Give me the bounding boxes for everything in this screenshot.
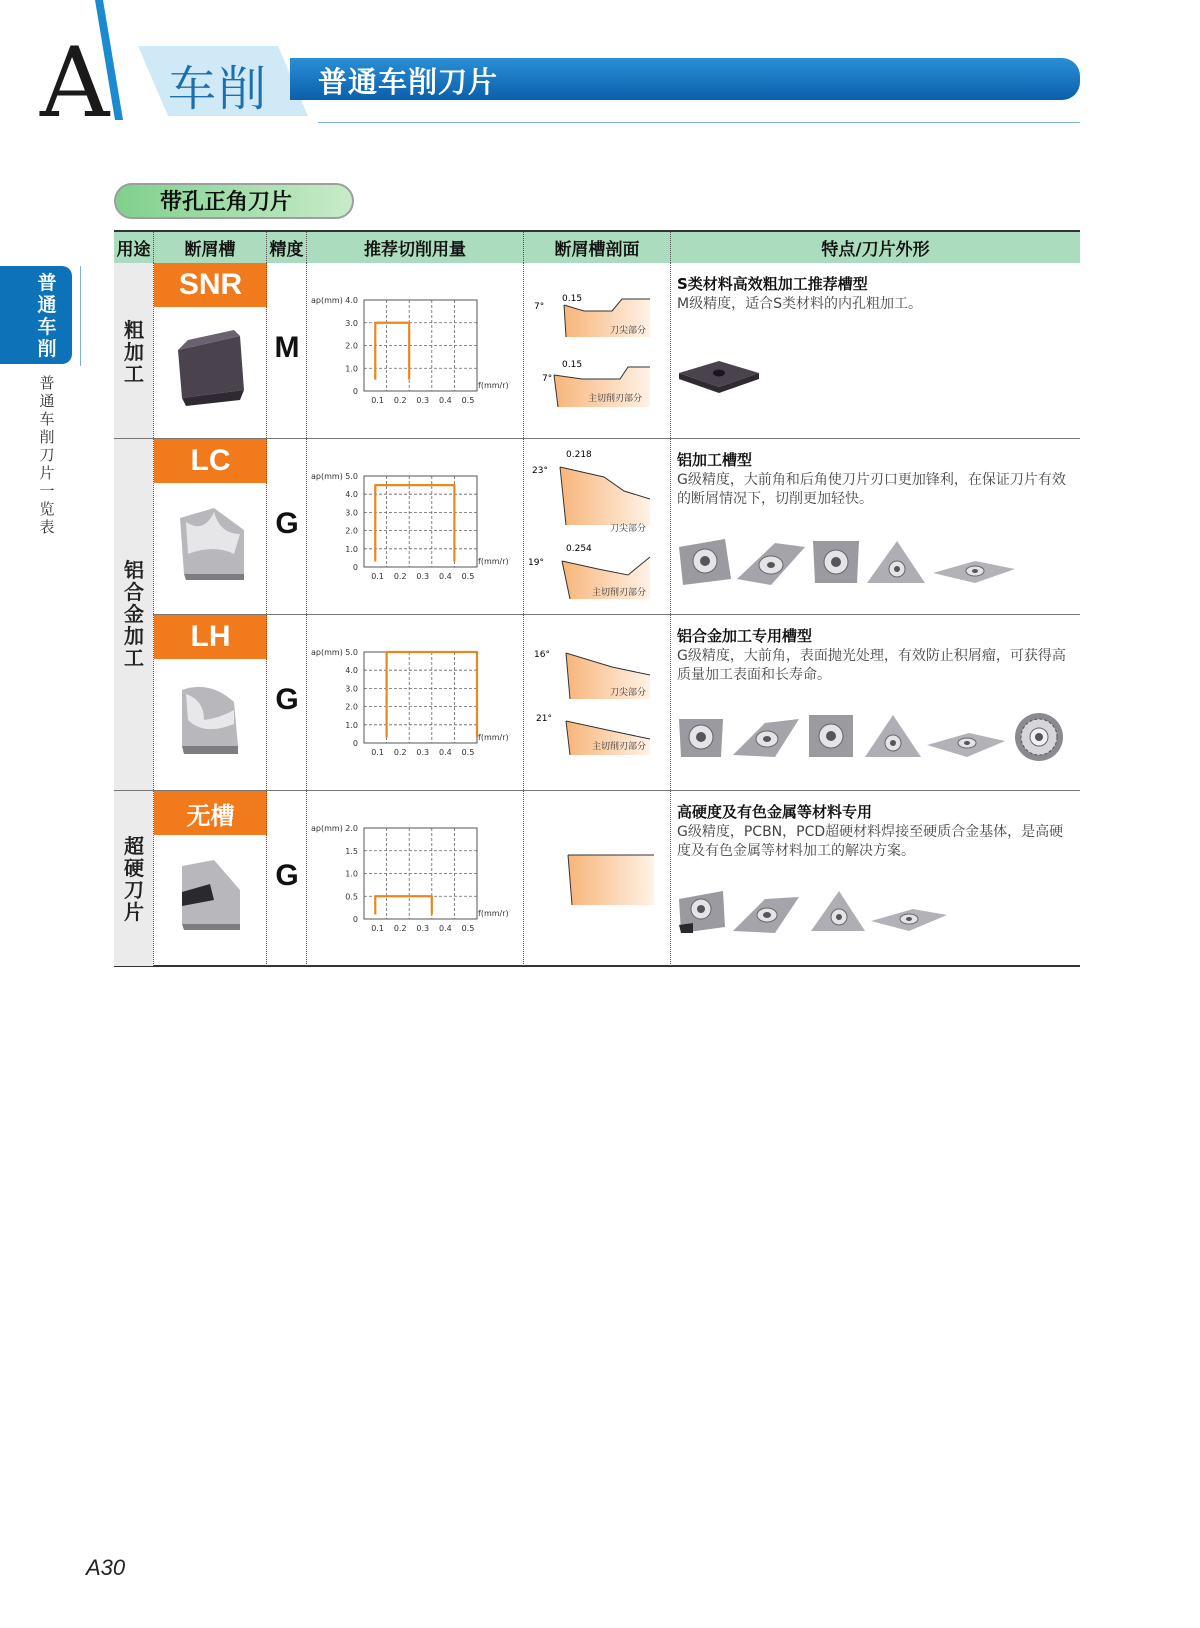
- insert-shape-triangle: [865, 715, 921, 757]
- x-tick-label: 0.2: [393, 924, 407, 933]
- chart-frame: [364, 652, 477, 743]
- insert-shape-square: [679, 539, 731, 585]
- tip-angle: 7°: [534, 302, 545, 312]
- y-axis-label: ap(mm): [311, 824, 343, 833]
- x-axis-label: f(mm/r): [478, 733, 509, 742]
- feature-title: 高硬度及有色金属等材料专用: [677, 803, 873, 821]
- main-land: 0.15: [562, 360, 583, 370]
- x-tick-label: 0.2: [393, 396, 407, 405]
- x-tick-label: 0.4: [439, 924, 452, 933]
- y-tick-label: 3.0: [345, 684, 358, 694]
- insert-shape-square: [679, 719, 723, 757]
- groove-label-none: 无槽: [154, 791, 267, 835]
- use-label-rough: 粗 加 工: [124, 318, 144, 386]
- main-label: 主切削刃部分: [592, 588, 647, 598]
- y-tick-label: 2.0: [345, 341, 358, 351]
- groove-label-lc: LC: [154, 439, 267, 483]
- insert-shape-square: [679, 891, 725, 933]
- col-header-features: 特点/刀片外形: [670, 232, 1080, 263]
- main-angle: 21°: [536, 714, 552, 724]
- y-tick-label: 3.0: [345, 318, 358, 328]
- cutting-chart-nogroove: [307, 791, 524, 966]
- page-number: A30: [86, 1555, 126, 1580]
- feature-desc: G级精度，大前角，表面抛光处理，有效防止积屑瘤，可获得高质量加工表面和长寿命。: [677, 648, 1066, 683]
- x-tick-label: 0.4: [439, 396, 452, 405]
- y-tick-label: 4.0: [345, 490, 358, 500]
- insert-shape-rhombic-35: [933, 561, 1015, 583]
- grade-g: G: [275, 507, 299, 540]
- chipbreaker-profile-snr: [524, 263, 671, 438]
- x-tick-label: 0.3: [416, 572, 430, 581]
- insert-shape-triangle: [867, 541, 925, 583]
- y-tick-label: 5.0: [345, 648, 358, 657]
- y-tick-label: 1.0: [345, 364, 358, 374]
- insert-shape-rhombic-80: [733, 719, 799, 757]
- insert-shape-square-2: [813, 541, 859, 583]
- insert-shape-rhombic-35: [871, 909, 947, 931]
- groove-label-snr: SNR: [154, 263, 267, 307]
- x-tick-label: 0.1: [371, 572, 384, 581]
- profile-cell: [523, 791, 670, 966]
- tip-label: 刀尖部分: [610, 326, 647, 336]
- insert-shape-square-2: [809, 715, 853, 757]
- table-row-nogroove: [114, 791, 1080, 967]
- insert-snr-image: [174, 328, 246, 408]
- insert-shape-rhombic-80: [733, 897, 799, 933]
- insert-shape-round: [1015, 713, 1063, 761]
- y-tick-label: 5.0: [345, 472, 358, 481]
- main-angle: 7°: [542, 374, 553, 384]
- col-header-groove: 断屑槽: [153, 232, 266, 263]
- chart-cell: [306, 615, 523, 790]
- insert-shape-rhombic-80: [737, 543, 805, 585]
- tip-label: 刀尖部分: [610, 688, 647, 698]
- groove-cell: [153, 791, 266, 966]
- profile-cell: [523, 615, 670, 790]
- x-tick-label: 0.3: [416, 396, 430, 405]
- insert-shapes-superhard: [675, 887, 975, 937]
- col-header-grade: 精度: [266, 232, 306, 263]
- x-axis-label: f(mm/r): [478, 909, 509, 918]
- side-rule: [80, 266, 81, 366]
- feature-desc: M级精度，适合S类材料的内孔粗加工。: [677, 296, 922, 312]
- x-tick-label: 0.1: [371, 396, 384, 405]
- use-cell: [114, 791, 153, 966]
- x-tick-label: 0.1: [371, 924, 384, 933]
- groove-cell: [153, 439, 266, 614]
- table-row-lh: [114, 615, 1080, 791]
- feature-title: S类材料高效粗加工推荐槽型: [677, 275, 868, 293]
- tip-angle: 23°: [532, 466, 548, 476]
- chart-cell: [306, 263, 523, 438]
- feature-cell: [670, 263, 1080, 438]
- main-label: 主切削刃部分: [592, 742, 647, 752]
- y-tick-label: 2.0: [345, 824, 358, 833]
- grade-g: G: [275, 683, 299, 716]
- header-rule: [318, 122, 1080, 123]
- header-bar-title: 普通车削刀片: [318, 65, 499, 99]
- grade-cell: [266, 263, 306, 438]
- cutting-chart-snr: [307, 263, 524, 438]
- grade-m: M: [274, 331, 300, 364]
- tip-land: 0.218: [566, 450, 592, 460]
- y-tick-label: 1.5: [345, 846, 358, 856]
- y-tick-label: 1.0: [345, 869, 358, 879]
- insert-shapes-lh: [675, 709, 1075, 765]
- y-tick-label: 3.0: [345, 508, 358, 518]
- cutting-range-outline: [375, 896, 432, 914]
- feature-desc: G级精度，大前角和后角使刀片刃口更加锋利，在保证刀片有效的断屑情况下，切削更加轻快。: [677, 472, 1066, 507]
- y-tick-label: 0.5: [345, 892, 358, 902]
- insert-shape-rhombic: [675, 357, 765, 397]
- cutting-range-outline: [375, 323, 409, 380]
- section-title: 带孔正角刀片: [160, 190, 293, 215]
- table-row-snr: [114, 263, 1080, 439]
- x-tick-label: 0.1: [371, 748, 384, 757]
- y-tick-label: 2.0: [345, 526, 358, 536]
- grade-cell: [266, 615, 306, 790]
- x-axis-label: f(mm/r): [478, 381, 509, 390]
- chart-cell: [306, 439, 523, 614]
- insert-shapes-lc: [675, 535, 1075, 591]
- grade-cell: [266, 791, 306, 966]
- chart-cell: [306, 791, 523, 966]
- side-subtitle: 普 通 车 削 刀 片 一 览 表: [39, 374, 55, 536]
- y-tick-label: 4.0: [345, 296, 358, 305]
- tip-label: 刀尖部分: [610, 524, 647, 534]
- y-axis-label: ap(mm): [311, 472, 343, 481]
- feature-cell: [670, 615, 1080, 790]
- insert-lc-image: [174, 504, 246, 584]
- x-tick-label: 0.2: [393, 748, 407, 757]
- tip-land: 0.15: [562, 294, 583, 304]
- y-tick-label: 0: [352, 739, 358, 748]
- x-tick-label: 0.3: [416, 924, 430, 933]
- feature-cell: [670, 439, 1080, 614]
- y-tick-label: 1.0: [345, 720, 358, 730]
- x-tick-label: 0.5: [461, 748, 475, 757]
- x-tick-label: 0.4: [439, 572, 452, 581]
- chapter-letter: A: [40, 27, 110, 139]
- y-axis-label: ap(mm): [311, 648, 343, 657]
- grade-g: G: [275, 859, 299, 892]
- main-angle: 19°: [528, 558, 544, 568]
- chipbreaker-profile-lh: [524, 615, 671, 790]
- insert-shape-rhombic-35: [927, 733, 1005, 757]
- cutting-chart-lc: [307, 439, 524, 614]
- y-tick-label: 1.0: [345, 544, 358, 554]
- y-tick-label: 0: [352, 387, 358, 396]
- use-cell: [114, 263, 153, 438]
- side-tab-label: 普 通 车 削: [37, 272, 57, 360]
- use-label-aluminum: 铝 合 金 加 工: [124, 558, 144, 670]
- chapter-title: 车削: [168, 61, 269, 117]
- insert-shape-triangle: [811, 891, 865, 931]
- y-tick-label: 2.0: [345, 702, 358, 712]
- cutting-range-outline: [375, 485, 454, 561]
- tip-angle: 16°: [534, 650, 550, 660]
- chipbreaker-profile-lc: [524, 439, 671, 614]
- x-tick-label: 0.5: [461, 396, 475, 405]
- feature-desc: G级精度，PCBN，PCD超硬材料焊接至硬质合金基体，是高硬度及有色金属等材料加工的解决方案。: [677, 824, 1064, 859]
- feature-cell: [670, 791, 1080, 966]
- feature-title: 铝合金加工专用槽型: [677, 627, 813, 645]
- x-tick-label: 0.4: [439, 748, 452, 757]
- y-tick-label: 0: [352, 563, 358, 572]
- x-axis-label: f(mm/r): [478, 557, 509, 566]
- y-tick-label: 4.0: [345, 666, 358, 676]
- profile-cell: [523, 439, 670, 614]
- x-tick-label: 0.3: [416, 748, 430, 757]
- x-tick-label: 0.5: [461, 572, 475, 581]
- col-header-profile: 断屑槽剖面: [523, 232, 670, 263]
- groove-label-lh: LH: [154, 615, 267, 659]
- groove-cell: [153, 615, 266, 790]
- x-tick-label: 0.5: [461, 924, 475, 933]
- y-tick-label: 0: [352, 915, 358, 924]
- insert-lh-image: [174, 680, 246, 760]
- main-land: 0.254: [566, 544, 592, 554]
- cutting-chart-lh: [307, 615, 524, 790]
- feature-title: 铝加工槽型: [677, 451, 753, 469]
- main-label: 主切削刃部分: [588, 394, 643, 404]
- x-tick-label: 0.2: [393, 572, 407, 581]
- col-header-use: 用途: [114, 232, 153, 263]
- chart-frame: [364, 476, 477, 567]
- use-label-superhard: 超 硬 刀 片: [124, 834, 144, 924]
- insert-superhard-image: [174, 856, 246, 936]
- chipbreaker-profile-flat: [524, 791, 671, 966]
- grade-cell: [266, 439, 306, 614]
- y-axis-label: ap(mm): [311, 296, 343, 305]
- profile-cell: [523, 263, 670, 438]
- groove-cell: [153, 263, 266, 438]
- col-header-cutting: 推荐切削用量: [306, 232, 523, 263]
